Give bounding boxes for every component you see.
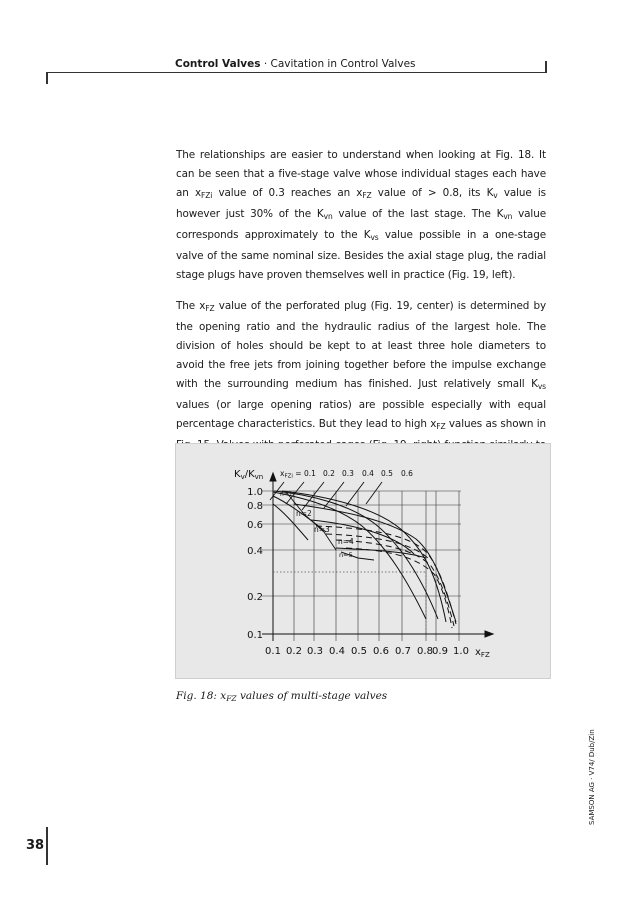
subscript: vs: [370, 233, 379, 242]
axes: [262, 473, 493, 641]
x-tick-0.9: 0.9: [432, 646, 448, 657]
page-number-bar: [46, 827, 48, 865]
side-note: SAMSON AG · V74/ Dub/Zin: [588, 729, 596, 825]
text-run: value possible in a one-stage valve of the same nominal size. Besides the axial stage plug, the radial stage plugs have proven themselves well in practice (Fig. 19, left).: [176, 229, 546, 281]
caption-prefix: Fig. 18:: [176, 690, 221, 702]
y-tick-0.6: 0.6: [247, 520, 263, 531]
text-run: value of the last stage. The K: [332, 208, 504, 220]
text-run: value of the perforated plug (Fig. 19, center) is determined by the opening ratio and the hydraulic radius of the largest hole. The division of holes should be kept to at least three hole diameters to avoid the free jets from joining together before the impulse exchange with the surrounding medium has finished. Just relatively small K: [176, 300, 546, 390]
y-tick-1.0: 1.0: [247, 487, 263, 498]
caption-sub: FZ: [226, 694, 237, 703]
xfzi-0.5: 0.5: [381, 469, 393, 478]
x-tick-0.2: 0.2: [286, 646, 302, 657]
figure-18: [175, 443, 551, 679]
subscript: v: [493, 191, 498, 200]
text-run: value of 0.3 reaches an x: [212, 187, 363, 199]
header-topic: Cavitation in Control Valves: [270, 58, 416, 70]
x-axis-label: $x_{FZ}$: [475, 647, 490, 659]
x-tick-0.5: 0.5: [351, 646, 367, 657]
subscript: FZi: [201, 191, 213, 200]
x-tick-labels: [265, 646, 469, 657]
x-tick-0.6: 0.6: [373, 646, 389, 657]
y-tick-labels: [247, 487, 263, 641]
figure-chart: [176, 444, 550, 678]
subscript: vn: [323, 212, 333, 221]
text-run: value corresponds approximately to the K: [176, 208, 546, 241]
caption-suffix: values of multi-stage valves: [236, 690, 388, 702]
subscript: vn: [503, 212, 513, 221]
reference-lines: [273, 572, 426, 634]
xfzi-label: $x_{FZi}$ =: [280, 469, 302, 480]
x-tick-0.8: 0.8: [417, 646, 433, 657]
caption-x: x: [220, 690, 227, 702]
subscript: FZ: [362, 191, 372, 200]
text-run: The relationships are easier to understand when looking at Fig. 18. It can be seen that a five-stage valve whose individual stages each have an x: [176, 149, 546, 199]
stage-label-n2: n=2: [296, 509, 312, 518]
stage-label-n4: n=4: [338, 537, 354, 546]
header-rule: [46, 72, 546, 73]
stage-label-n5: n=5: [339, 551, 353, 559]
y-tick-0.1: 0.1: [247, 630, 263, 641]
text-run: values (or large opening ratios) are possible especially with equal percentage characteristics. But they lead to high x: [176, 399, 546, 430]
figure-caption: [176, 690, 387, 703]
y-tick-0.4: 0.4: [247, 546, 263, 557]
text-run: value of > 0.8, its K: [371, 187, 494, 199]
stage-label-n1: n=1: [280, 491, 293, 498]
text-run: values as shown in: [448, 418, 546, 430]
x-tick-0.7: 0.7: [395, 646, 411, 657]
xfzi-0.1: 0.1: [304, 469, 316, 478]
header-separator: ·: [260, 58, 271, 70]
stage-label-n3: n=3: [314, 525, 330, 534]
y-tick-0.2: 0.2: [247, 592, 263, 603]
xfzi-0.3: 0.3: [342, 469, 354, 478]
page-number: 38: [26, 838, 45, 853]
x-tick-1.0: 1.0: [453, 646, 469, 657]
xfzi-0.6: 0.6: [401, 469, 413, 478]
xfzi-0.4: 0.4: [362, 469, 374, 478]
text-run: value is however just 30% of the K: [176, 187, 546, 220]
header-section: Control Valves: [175, 58, 261, 70]
header-tick-right: [545, 61, 547, 73]
running-header: [175, 58, 416, 70]
x-tick-0.1: 0.1: [265, 646, 281, 657]
body-text: [176, 146, 546, 486]
subscript: FZ: [205, 304, 215, 313]
x-tick-0.3: 0.3: [307, 646, 323, 657]
subscript: vs: [537, 382, 546, 391]
paragraph-1: [176, 146, 546, 285]
y-axis-label: $K_v/K_{vn}$: [234, 469, 264, 481]
header-tick-left: [46, 72, 48, 84]
xfzi-0.2: 0.2: [323, 469, 335, 478]
x-tick-0.4: 0.4: [329, 646, 345, 657]
subscript: FZ: [436, 422, 446, 431]
xfzi-values: [304, 469, 413, 478]
y-tick-0.8: 0.8: [247, 501, 263, 512]
text-run: The x: [176, 300, 206, 312]
